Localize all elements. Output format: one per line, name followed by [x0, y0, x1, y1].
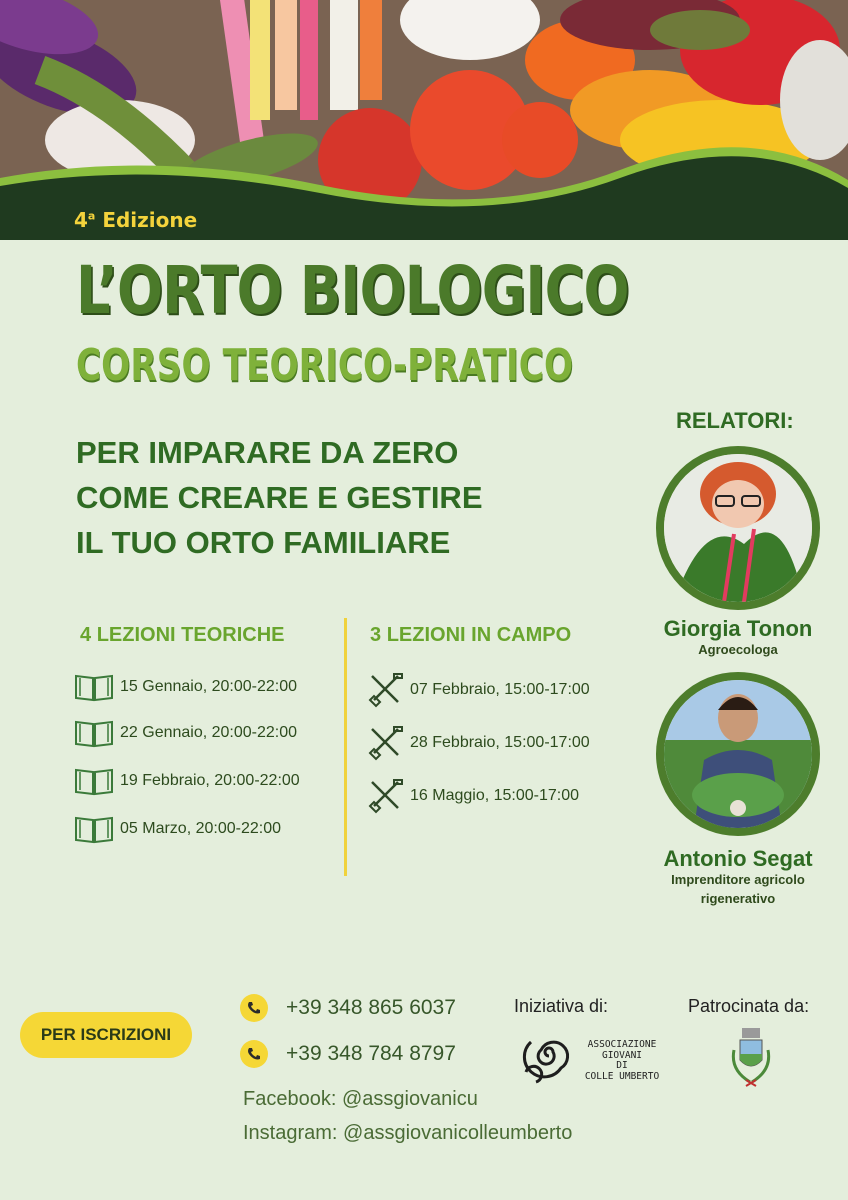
- patronage-label: Patrocinata da:: [688, 996, 810, 1016]
- theory-heading: [80, 624, 284, 647]
- association-line: ASSOCIAZIONE: [587, 1039, 657, 1050]
- lesson-date: 16 Maggio, 15:00-17:00: [410, 787, 580, 804]
- theory-count: 4: [80, 624, 92, 646]
- lesson-date: 28 Febbraio, 15:00-17:00: [410, 734, 590, 751]
- speaker-name: Giorgia Tonon: [663, 616, 813, 641]
- speaker-photo-illustration: [664, 680, 812, 828]
- speaker-role-line: rigenerativo: [700, 891, 776, 906]
- lesson-date: 07 Febbraio, 15:00-17:00: [410, 681, 590, 698]
- field-lesson-item: [368, 725, 590, 761]
- phone-number: +39 348 865 6037: [286, 996, 456, 1019]
- municipal-crest-icon: [730, 1026, 772, 1088]
- lesson-date: 15 Gennaio, 20:00-22:00: [120, 678, 298, 695]
- open-book-icon: [74, 814, 114, 844]
- column-divider: [344, 618, 347, 876]
- spiral-logo-icon: [516, 1020, 582, 1090]
- open-book-icon: [74, 672, 114, 702]
- speaker-name: Antonio Segat: [663, 846, 813, 871]
- open-book-icon: [74, 766, 114, 796]
- field-label: LEZIONI IN CAMPO: [386, 624, 572, 646]
- signup-badge: PER ISCRIZIONI: [20, 1012, 192, 1058]
- field-lesson-item: [368, 778, 579, 814]
- association-logo-text: [582, 1040, 662, 1082]
- phone-icon: [240, 1040, 268, 1068]
- phone-number: +39 348 784 8797: [286, 1042, 456, 1065]
- phone-row: [240, 994, 456, 1022]
- edition-word: Edizione: [102, 208, 198, 232]
- theory-lesson-item: [74, 814, 281, 844]
- edition-number: 4: [74, 208, 88, 232]
- theory-lesson-item: [74, 672, 297, 702]
- lesson-date: 22 Gennaio, 20:00-22:00: [120, 724, 298, 741]
- tagline-line: IL TUO ORTO FAMILIARE: [76, 525, 451, 560]
- open-book-icon: [74, 718, 114, 748]
- theory-lesson-item: [74, 766, 300, 796]
- lesson-date: 19 Febbraio, 20:00-22:00: [120, 772, 300, 789]
- phone-row: [240, 1040, 456, 1068]
- edition-suffix: a: [87, 209, 96, 223]
- speaker-photo-giorgia: [656, 446, 820, 610]
- field-lesson-item: [368, 672, 590, 708]
- association-line: GIOVANI: [601, 1049, 643, 1061]
- association-line: COLLE UMBERTO: [584, 1070, 660, 1082]
- tagline: [76, 430, 483, 565]
- theory-label: LEZIONI TEORICHE: [96, 624, 285, 646]
- course-subtitle: CORSO TEORICO-PRATICO: [76, 340, 574, 391]
- instagram-handle: Instagram: @assgiovanicolleumberto: [243, 1122, 573, 1144]
- tagline-line: COME CREARE E GESTIRE: [76, 480, 483, 515]
- speaker-role-line: Imprenditore agricolo: [671, 872, 805, 887]
- speaker-role: [648, 870, 828, 908]
- field-heading: [370, 624, 571, 647]
- speaker-photo-illustration: [664, 454, 812, 602]
- phone-icon: [240, 994, 268, 1022]
- main-title: L’ORTO BIOLOGICO: [76, 252, 629, 329]
- theory-lesson-item: [74, 718, 297, 748]
- lesson-date: 05 Marzo, 20:00-22:00: [120, 820, 281, 837]
- speakers-heading: RELATORI:: [676, 408, 794, 433]
- tagline-line: PER IMPARARE DA ZERO: [76, 435, 459, 470]
- garden-tools-icon: [368, 672, 404, 708]
- vegetables-header-image: [0, 0, 848, 240]
- initiative-label: Iniziativa di:: [514, 996, 609, 1016]
- facebook-handle: Facebook: @assgiovanicu: [243, 1088, 478, 1110]
- field-count: 3: [370, 624, 382, 646]
- speaker-role: Agroecologa: [698, 642, 778, 657]
- garden-tools-icon: [368, 725, 404, 761]
- edition-label: [74, 208, 197, 232]
- vegetables-illustration: [0, 0, 848, 240]
- association-line: DI: [616, 1060, 628, 1071]
- garden-tools-icon: [368, 778, 404, 814]
- speaker-photo-antonio: [656, 672, 820, 836]
